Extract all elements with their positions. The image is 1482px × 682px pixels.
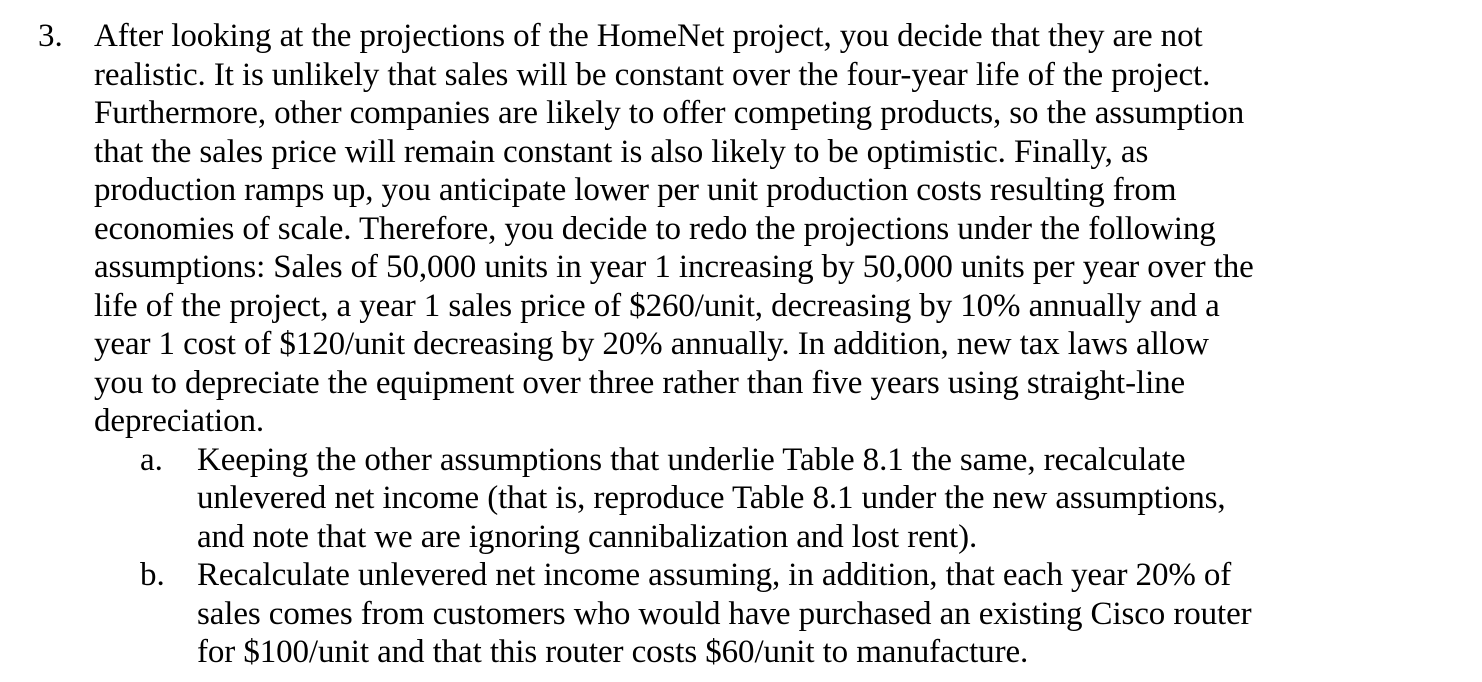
subitem-text [197,556,1290,672]
subitem-line: for $100/unit and that this router costs $60/unit to manufacture. [197,634,1029,670]
subitem-label: b. [140,557,165,593]
subitem-a [140,441,1290,557]
statement-line: you to depreciate the equipment over three rather than five years using straight-line [94,364,1186,401]
statement-line: realistic. It is unlikely that sales will be constant over the four-year life of the project. [94,56,1211,93]
statement-line: production ramps up, you anticipate lower per unit production costs resulting from [94,172,1177,208]
statement-line: depreciation. [94,403,265,439]
statement-line: that the sales price will remain constant is also likely to be optimistic. Finally, as [94,133,1149,170]
problem-number: 3. [38,18,63,54]
problem-3 [38,17,1358,672]
statement-line: After looking at the projections of the HomeNet project, you decide that they are not [94,18,1203,54]
subitem-line: sales comes from customers who would have purchased an existing Cisco router [197,595,1252,632]
subitem-line: and note that we are ignoring cannibalization and lost rent). [197,518,978,555]
statement-line: year 1 cost of $120/unit decreasing by 20% annually. In addition, new tax laws allow [94,326,1209,362]
subitem-line: unlevered net income (that is, reproduce Table 8.1 under the new assumptions, [197,480,1226,516]
subitem-line: Keeping the other assumptions that underlie Table 8.1 the same, recalculate [197,441,1186,478]
statement-line: life of the project, a year 1 sales price of $260/unit, decreasing by 10% annually and a [94,287,1220,324]
subitem-line: Recalculate unlevered net income assuming, in addition, that each year 20% of [197,557,1232,593]
problem-statement [94,17,1358,441]
subitem-label: a. [140,441,163,478]
statement-line: economies of scale. Therefore, you decide to redo the projections under the following [94,210,1216,247]
statement-line: Furthermore, other companies are likely to offer competing products, so the assumption [94,95,1245,131]
statement-line: assumptions: Sales of 50,000 units in year 1 increasing by 50,000 units per year over the [94,249,1254,285]
subitem-text [197,441,1290,557]
subitem-b [140,556,1290,672]
